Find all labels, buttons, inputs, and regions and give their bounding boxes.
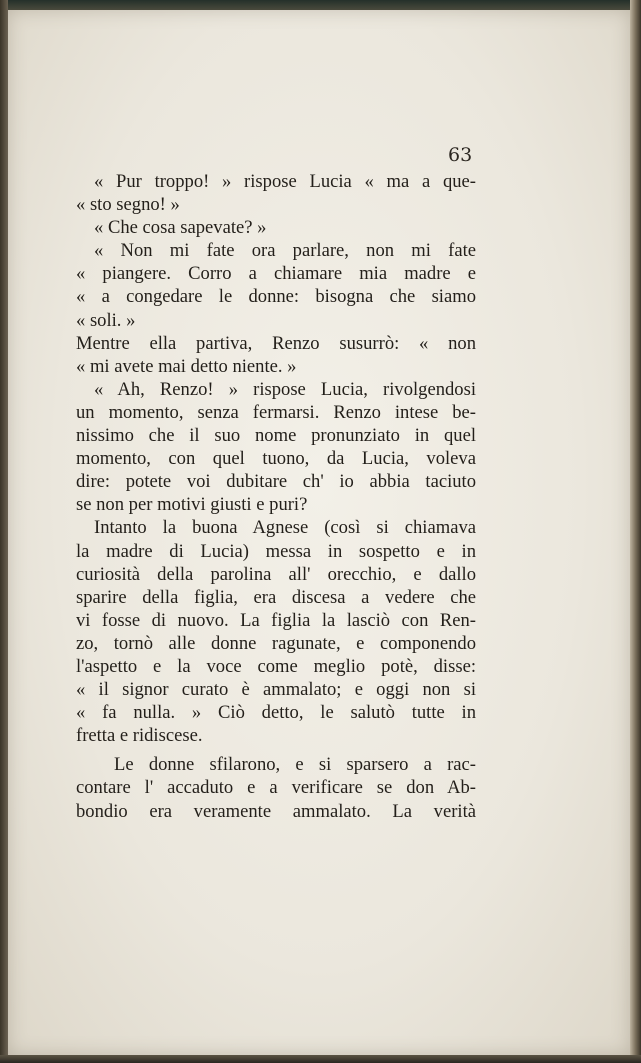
text-line: nissimo che il suo nome pronunziato in quel: [76, 425, 476, 447]
text-line: « a congedare le donne: bisogna che siamo: [76, 286, 476, 308]
text-line: « Ah, Renzo! » rispose Lucia, rivolgendosi: [94, 378, 476, 400]
text-line: momento, con quel tuono, da Lucia, voleva: [76, 448, 476, 470]
text-line: contare l' accaduto e a verificare se don Ab-: [76, 777, 476, 799]
book-page-edge: [630, 0, 641, 1063]
text-line: « il signor curato è ammalato; e oggi non si: [76, 679, 476, 701]
text-line: Le donne sfilarono, e si sparsero a rac-: [114, 754, 476, 776]
text-line: bondio era veramente ammalato. La verità: [76, 800, 476, 822]
text-line: vi fosse di nuovo. La figlia la lasciò con Ren-: [76, 609, 476, 631]
body-text: [76, 170, 476, 823]
text-line: « Pur troppo! » rispose Lucia « ma a que-: [94, 171, 476, 192]
text-line: « soli. »: [76, 309, 136, 331]
text-line: « piangere. Corro a chiamare mia madre e: [76, 263, 476, 285]
text-line: « fa nulla. » Ciò detto, le salutò tutte in: [76, 702, 476, 724]
book-bottom-edge: [0, 1055, 641, 1063]
text-line: l'aspetto e la voce come meglio potè, disse:: [76, 655, 476, 677]
text-line: se non per motivi giusti e puri?: [76, 494, 308, 516]
book-top-edge: [0, 0, 641, 10]
text-line: « Che cosa sapevate? »: [94, 217, 267, 239]
text-line: un momento, senza fermarsi. Renzo intese be-: [76, 401, 476, 423]
text-line: dire: potete voi dubitare ch' io abbia taciuto: [76, 471, 476, 493]
book-spine: [0, 0, 8, 1063]
page-number: 63: [448, 144, 473, 166]
text-line: zo, tornò alle donne ragunate, e componendo: [76, 632, 476, 654]
text-line: Intanto la buona Agnese (così si chiamava: [94, 517, 476, 539]
text-line: la madre di Lucia) messa in sospetto e in: [76, 540, 476, 562]
text-line: Mentre ella partiva, Renzo susurrò: « non: [76, 332, 476, 354]
text-line: « sto segno! »: [76, 194, 180, 216]
text-line: « mi avete mai detto niente. »: [76, 355, 297, 377]
book-page: [8, 10, 630, 1055]
text-line: sparire della figlia, era discesa a vedere che: [76, 586, 476, 608]
text-line: curiosità della parolina all' orecchio, e dallo: [76, 563, 476, 585]
text-line: fretta e ridiscese.: [76, 725, 203, 747]
text-line: « Non mi fate ora parlare, non mi fate: [94, 240, 476, 262]
